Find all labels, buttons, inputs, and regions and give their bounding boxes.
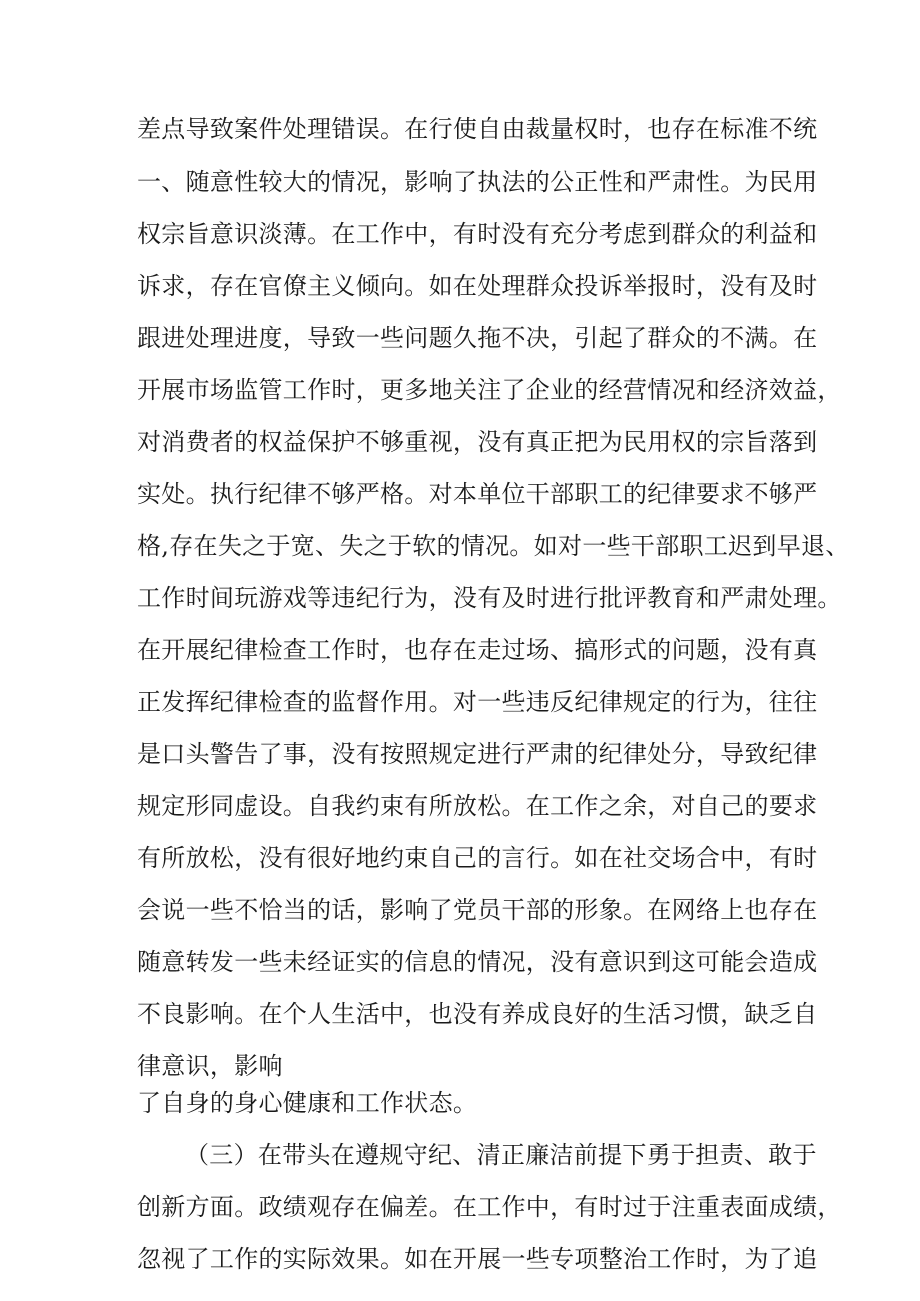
text-line: 在开展纪律检查工作时，也存在走过场、搞形式的问题，没有真 <box>137 636 818 664</box>
text-line: 随意转发一些未经证实的信息的情况，没有意识到这可能会造成 <box>137 948 818 976</box>
text-line: 工作时间玩游戏等违纪行为，没有及时进行批评教育和严肃处理。 <box>137 584 842 612</box>
text-line: 创新方面。政绩观存在偏差。在工作中，有时过于注重表面成绩， <box>137 1193 842 1221</box>
text-line: 诉求，存在官僚主义倾向。如在处理群众投诉举报时，没有及时 <box>137 272 818 300</box>
section-heading-line: （三）在带头在遵规守纪、清正廉洁前提下勇于担责、敢于 <box>185 1141 817 1169</box>
text-line: 会说一些不恰当的话，影响了党员干部的形象。在网络上也存在 <box>137 896 818 924</box>
text-line: 规定形同虚设。自我约束有所放松。在工作之余，对自己的要求 <box>137 792 818 820</box>
text-line: 是口头警告了事，没有按照规定进行严肃的纪律处分，导致纪律 <box>137 740 818 768</box>
text-line: 实处。执行纪律不够严格。对本单位干部职工的纪律要求不够严 <box>137 480 818 508</box>
text-line: 律意识，影响 <box>137 1052 283 1080</box>
text-line: 不良影响。在个人生活中，也没有养成良好的生活习惯，缺乏自 <box>137 1000 818 1028</box>
text-line: 正发挥纪律检查的监督作用。对一些违反纪律规定的行为，往往 <box>137 688 818 716</box>
text-line: 有所放松，没有很好地约束自己的言行。如在社交场合中，有时 <box>137 844 818 872</box>
text-line: 格,存在失之于宽、失之于软的情况。如对一些干部职工迟到早退、 <box>137 532 850 560</box>
text-line: 开展市场监管工作时，更多地关注了企业的经营情况和经济效益， <box>137 376 842 404</box>
text-line: 了自身的身心健康和工作状态。 <box>137 1089 478 1117</box>
text-line: 对消费者的权益保护不够重视，没有真正把为民用权的宗旨落到 <box>137 428 818 456</box>
text-line: 权宗旨意识淡薄。在工作中，有时没有充分考虑到群众的利益和 <box>137 220 818 248</box>
text-line: 跟进处理进度，导致一些问题久拖不决，引起了群众的不满。在 <box>137 324 818 352</box>
text-line: 一、随意性较大的情况，影响了执法的公正性和严肃性。为民用 <box>137 168 818 196</box>
text-line: 差点导致案件处理错误。在行使自由裁量权时，也存在标准不统 <box>137 115 818 143</box>
text-line: 忽视了工作的实际效果。如在开展一些专项整治工作时，为了追 <box>137 1245 818 1273</box>
